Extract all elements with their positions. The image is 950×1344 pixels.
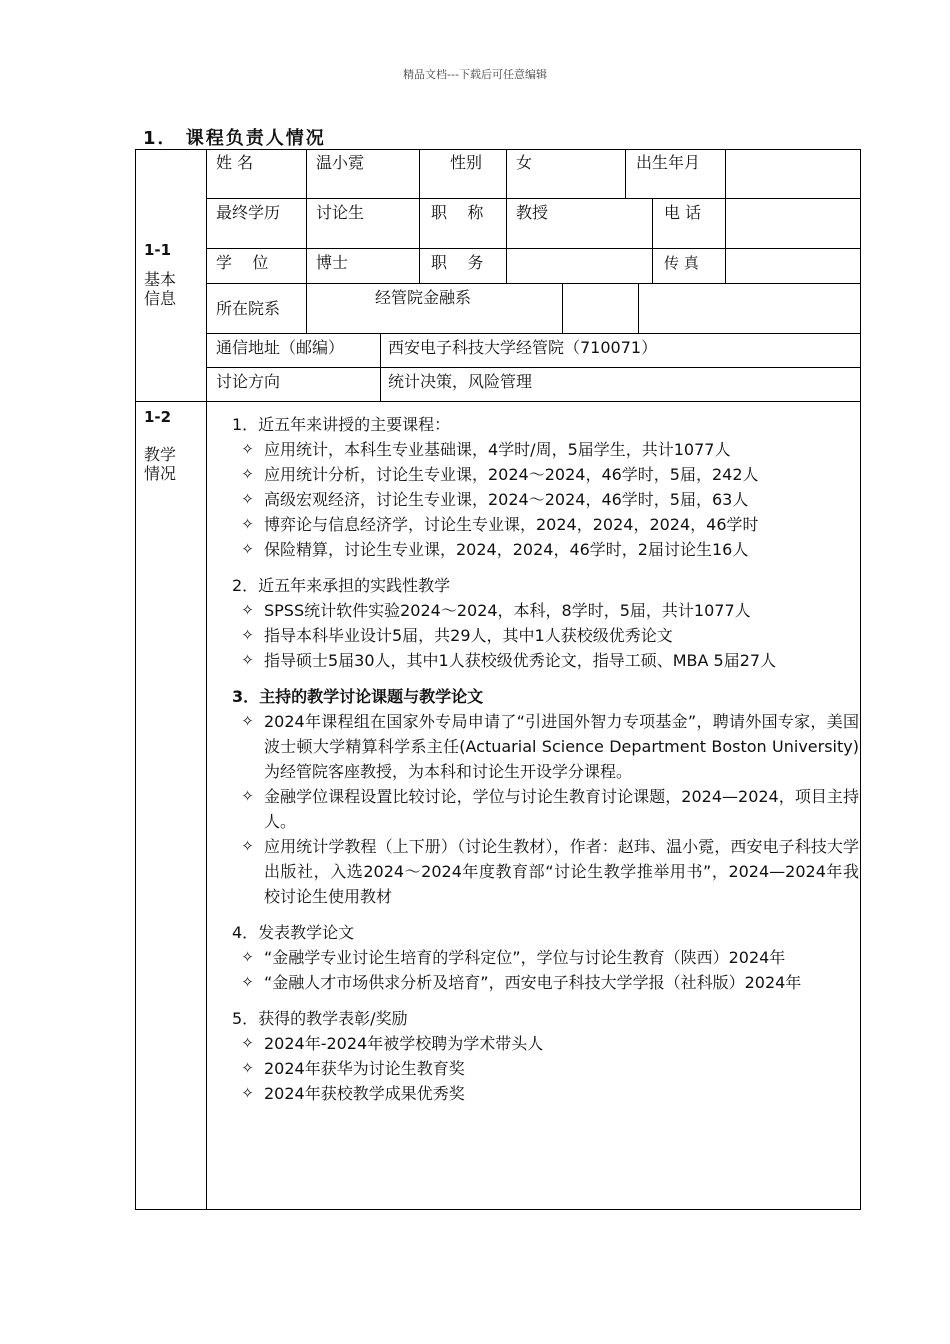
teaching-section-heading: 5．获得的教学表彰/奖励 [232, 1009, 408, 1028]
bullet-diamond-icon: ✧ [241, 515, 254, 533]
education-label: 最终学历 [216, 203, 281, 222]
bullet-diamond-icon: ✧ [241, 787, 254, 805]
birth-label: 出生年月 [636, 153, 701, 172]
bullet-diamond-icon: ✧ [241, 948, 254, 966]
bullet-diamond-icon: ✧ [241, 1084, 254, 1102]
bullet-diamond-icon: ✧ [241, 837, 254, 855]
teaching-side-num: 1-2 [144, 408, 172, 426]
bullet-diamond-icon: ✧ [241, 540, 254, 558]
table-divider [652, 198, 653, 283]
basic-side-label [144, 240, 176, 308]
phone-label: 电 话 [664, 203, 702, 222]
teaching-section-heading: 4．发表教学论文 [232, 923, 355, 942]
bullet-diamond-icon: ✧ [241, 651, 254, 669]
research-value: 统计决策，风险管理 [388, 372, 533, 391]
basic-side-num: 1-1 [144, 241, 172, 259]
department-label: 所在院系 [216, 299, 281, 318]
list-item: ✧ “金融学专业讨论生培育的学科定位”，学位与讨论生教育（陕西）2024年 [231, 945, 859, 970]
list-item: ✧ 2024年课程组在国家外专局申请了“引进国外智力专项基金”，聘请外国专家，美国波士顿大学精算科学系主任(Actuarial Science Department Boston University)为经管院客座教授，为本科和讨论生开设学分课程。 [231, 709, 859, 784]
title-value: 教授 [516, 203, 549, 222]
section-title: 1． 课程负责人情况 [143, 128, 326, 149]
department-value: 经管院金融系 [375, 288, 472, 307]
list-item: ✧ 2024年-2024年被学校聘为学术带头人 [231, 1031, 859, 1056]
table-divider [206, 248, 861, 249]
bullet-diamond-icon: ✧ [241, 490, 254, 508]
table-divider [419, 149, 420, 283]
name-value: 温小霓 [316, 153, 365, 172]
bullet-diamond-icon: ✧ [241, 1034, 254, 1052]
teaching-side-label [144, 407, 176, 483]
header-watermark: 精品文档---下载后可任意编辑 [403, 68, 547, 81]
table-divider [380, 333, 381, 401]
name-label: 姓 名 [216, 153, 254, 172]
research-label: 讨论方向 [216, 372, 281, 391]
list-item: ✧ “金融人才市场供求分析及培育”，西安电子科技大学学报（社科版）2024年 [231, 970, 859, 995]
list-item: ✧ 指导硕士5届30人，其中1人获校级优秀论文，指导工硕、MBA 5届27人 [231, 648, 859, 673]
teaching-side-text-2: 情况 [144, 464, 177, 483]
list-item: ✧ 博弈论与信息经济学，讨论生专业课，2024，2024，2024，46学时 [231, 512, 859, 537]
table-divider [206, 283, 861, 284]
degree-value: 博士 [316, 253, 349, 272]
title-label: 职 称 [431, 203, 484, 222]
teaching-section-heading: 3．主持的教学讨论课题与教学论文 [232, 687, 484, 706]
list-item: ✧ SPSS统计软件实验2024～2024，本科，8学时，5届，共计1077人 [231, 598, 859, 623]
basic-side-text-2: 信息 [144, 289, 177, 308]
teaching-section-heading: 1．近五年来讲授的主要课程： [232, 415, 451, 434]
table-divider [206, 198, 861, 199]
list-item: ✧ 金融学位课程设置比较讨论，学位与讨论生教育讨论课题，2024—2024，项目主持人。 [231, 784, 859, 834]
list-item: ✧ 保险精算，讨论生专业课，2024，2024，46学时，2届讨论生16人 [231, 537, 859, 562]
basic-side-text-1: 基本 [144, 270, 177, 289]
list-item: ✧ 应用统计分析，讨论生专业课，2024～2024，46学时，5届，242人 [231, 462, 859, 487]
list-item: ✧ 2024年获校教学成果优秀奖 [231, 1081, 859, 1106]
teaching-content [231, 412, 859, 1106]
degree-label: 学 位 [216, 253, 269, 272]
address-label: 通信地址（邮编） [216, 338, 345, 357]
table-divider [625, 149, 626, 199]
position-label: 职 务 [431, 253, 484, 272]
gender-label: 性别 [450, 153, 483, 172]
address-value: 西安电子科技大学经管院（710071） [388, 338, 658, 357]
list-item: ✧ 高级宏观经济，讨论生专业课，2024～2024，46学时，5届，63人 [231, 487, 859, 512]
table-divider [306, 149, 307, 333]
gender-value: 女 [516, 153, 533, 172]
table-divider [638, 283, 639, 333]
table-divider [135, 401, 861, 402]
bullet-diamond-icon: ✧ [241, 440, 254, 458]
list-item: ✧ 应用统计学教程（上下册）（讨论生教材），作者：赵玮、温小霓，西安电子科技大学出版社，入选2024～2024年度教育部“讨论生教学推举用书”，2024—2024年我校讨论生使用教材 [231, 834, 859, 909]
table-divider [562, 283, 563, 333]
fax-label: 传 真 [664, 254, 699, 272]
bullet-diamond-icon: ✧ [241, 1059, 254, 1077]
bullet-diamond-icon: ✧ [241, 626, 254, 644]
table-divider [206, 367, 861, 368]
list-item: ✧ 指导本科毕业设计5届，共29人，其中1人获校级优秀论文 [231, 623, 859, 648]
list-item: ✧ 应用统计，本科生专业基础课，4学时/周，5届学生，共计1077人 [231, 437, 859, 462]
bullet-diamond-icon: ✧ [241, 465, 254, 483]
table-divider [206, 149, 207, 1210]
teaching-section-heading: 2．近五年来承担的实践性教学 [232, 576, 451, 595]
teaching-side-text-1: 教学 [144, 445, 177, 464]
table-divider [506, 149, 507, 283]
table-divider [725, 149, 726, 283]
bullet-diamond-icon: ✧ [241, 712, 254, 730]
education-value: 讨论生 [316, 203, 365, 222]
bullet-diamond-icon: ✧ [241, 601, 254, 619]
table-divider [206, 333, 861, 334]
list-item: ✧ 2024年获华为讨论生教育奖 [231, 1056, 859, 1081]
bullet-diamond-icon: ✧ [241, 973, 254, 991]
